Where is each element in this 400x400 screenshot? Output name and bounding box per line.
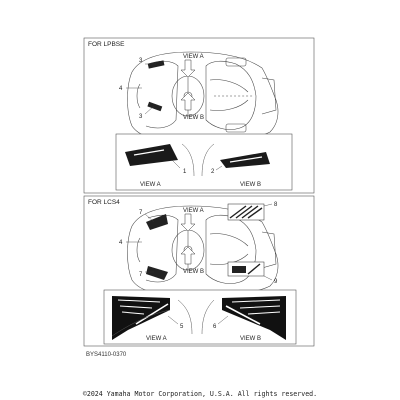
panel-lcs4	[84, 196, 314, 346]
decal-8	[228, 204, 264, 220]
callout-3-top: 3	[139, 58, 143, 64]
panel-lpbse	[84, 38, 314, 193]
callout-3-bottom: 3	[139, 114, 143, 120]
decal-left-rear	[146, 266, 168, 280]
callout-9: 9	[274, 279, 278, 285]
callout-6: 6	[213, 324, 217, 330]
detail-view-b: VIEW B	[240, 336, 262, 342]
detail-view-a: VIEW A	[140, 182, 161, 188]
callout-7-top: 7	[139, 210, 143, 216]
view-a-label: VIEW A	[183, 208, 204, 214]
callout-5: 5	[180, 324, 184, 330]
decal-marks-top	[147, 60, 164, 111]
callout-8: 8	[274, 202, 278, 208]
view-b-label: VIEW B	[183, 269, 205, 275]
view-a-label: VIEW A	[183, 54, 204, 60]
callout-4: 4	[119, 240, 123, 246]
callout-1: 1	[183, 169, 187, 175]
decal-9	[228, 262, 264, 276]
copyright-footer: ©2024 Yamaha Motor Corporation, U.S.A. All rights reserved.	[82, 390, 318, 398]
panel-title: FOR LCS4	[88, 199, 120, 206]
view-b-arrow	[181, 247, 195, 264]
callout-4: 4	[119, 86, 123, 92]
decal-marks-top	[146, 204, 264, 280]
callout-7-bottom: 7	[139, 272, 143, 278]
view-a-arrow	[181, 214, 195, 231]
view-b-label: VIEW B	[183, 115, 205, 121]
callout-2: 2	[211, 169, 215, 175]
view-b-arrow	[181, 93, 195, 110]
detail-box	[116, 134, 292, 190]
detail-box	[104, 290, 296, 344]
detail-view-a: VIEW A	[146, 336, 167, 342]
diagram-code: BYS4110-0370	[86, 352, 127, 358]
decal-left-front	[148, 60, 165, 68]
panel-title: FOR LPBSE	[88, 41, 125, 48]
detail-view-b: VIEW B	[240, 182, 262, 188]
decal-left-front	[146, 214, 168, 230]
view-a-arrow	[181, 60, 195, 77]
